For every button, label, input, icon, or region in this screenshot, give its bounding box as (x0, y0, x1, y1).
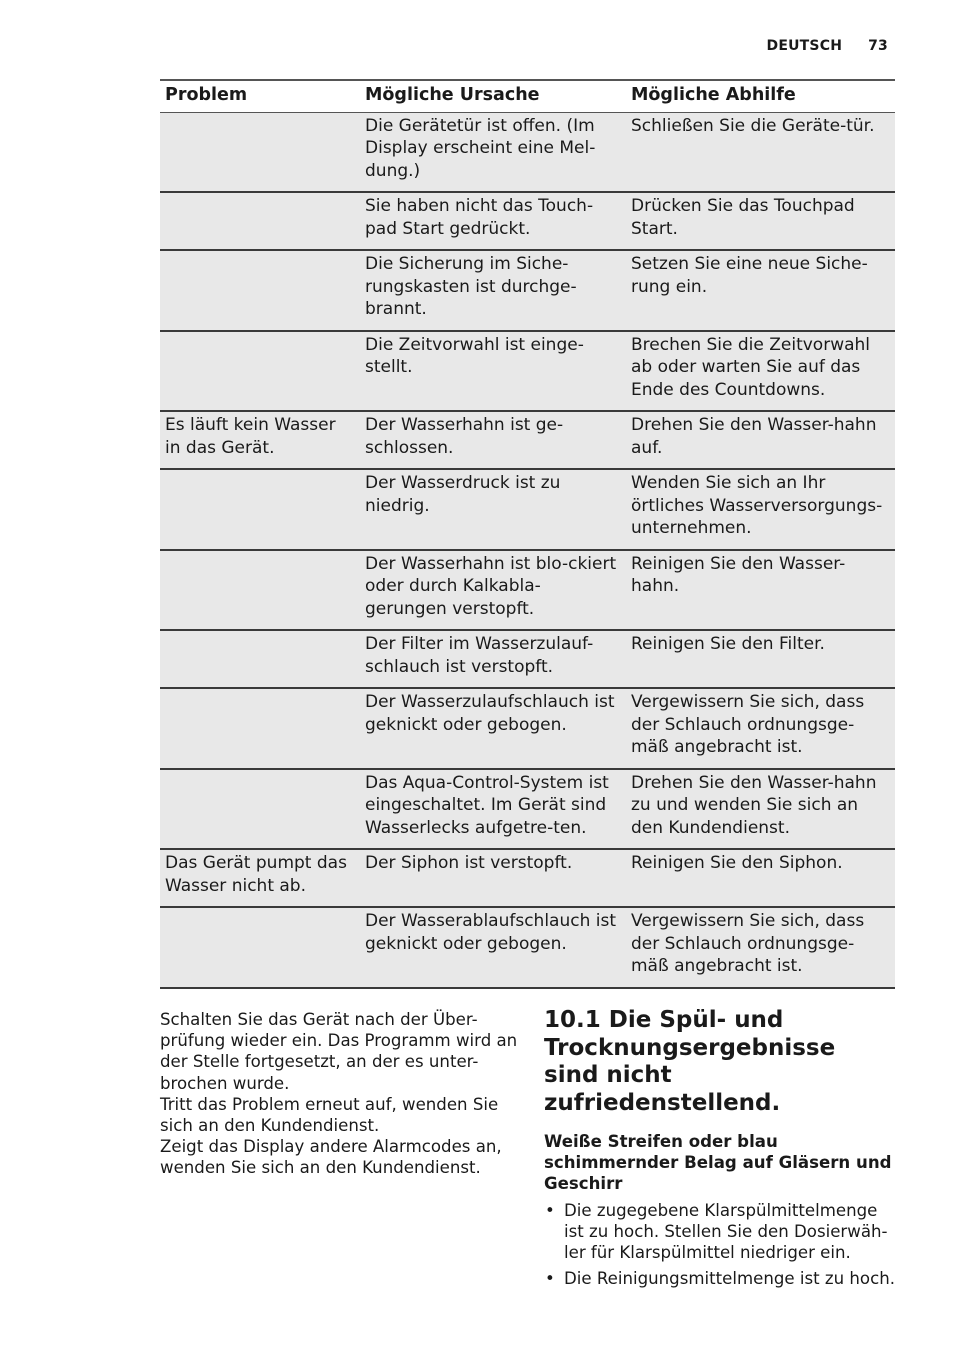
problem-cell (160, 469, 360, 550)
section-number: 10.1 (544, 1007, 601, 1033)
table-row (160, 688, 895, 769)
problem-cell (160, 192, 360, 250)
list-item-text: Die zugegebene Klarspülmittelmenge ist zu hoch. Stellen Sie den Dosierwäh-ler für Klarspülmittel niedriger ein. (564, 1201, 888, 1262)
section-heading (544, 1007, 896, 1117)
remedy-cell: Schließen Sie die Geräte-tür. (626, 112, 895, 192)
remedy-cell: Drehen Sie den Wasser-hahn zu und wenden Sie sich an den Kundendienst. (626, 769, 895, 850)
table-header-row (160, 80, 895, 112)
subheading: Weiße Streifen oder blau schimmernder Belag auf Gläsern und Geschirr (544, 1132, 892, 1193)
problem-cell: Es läuft kein Wasser in das Gerät. (160, 411, 360, 469)
table-row (160, 469, 895, 550)
paragraph: Zeigt das Display andere Alarmcodes an, wenden Sie sich an den Kundendienst. (160, 1137, 502, 1178)
page-header (767, 38, 888, 54)
remedy-cell: Vergewissern Sie sich, dass der Schlauch ordnungsge-mäß angebracht ist. (626, 688, 895, 769)
remedy-cell: Vergewissern Sie sich, dass der Schlauch ordnungsge-mäß angebracht ist. (626, 907, 895, 988)
column-header-problem: Problem (160, 80, 360, 112)
problem-cell: Das Gerät pumpt das Wasser nicht ab. (160, 849, 360, 907)
column-header-remedy: Mögliche Abhilfe (626, 80, 895, 112)
bullet-icon: • (545, 1201, 555, 1220)
paragraph: Tritt das Problem erneut auf, wenden Sie sich an den Kundendienst. (160, 1094, 499, 1136)
table-row (160, 192, 895, 250)
table-row (160, 907, 895, 988)
problem-cell (160, 688, 360, 769)
column-header-cause: Mögliche Ursache (360, 80, 626, 112)
bullet-icon: • (545, 1269, 555, 1288)
after-check-instructions (160, 1009, 520, 1179)
cause-cell: Die Sicherung im Siche-rungskasten ist durchge-brannt. (360, 250, 626, 331)
list-item-text: Die Reinigungsmittelmenge ist zu hoch. (564, 1269, 895, 1288)
remedy-cell: Reinigen Sie den Wasser-hahn. (626, 550, 895, 631)
table-row (160, 550, 895, 631)
remedy-cell: Drehen Sie den Wasser-hahn auf. (626, 411, 895, 469)
remedy-cell: Reinigen Sie den Siphon. (626, 849, 895, 907)
list-item (544, 1200, 896, 1263)
cause-cell: Die Gerätetür ist offen. (Im Display erscheint eine Mel-dung.) (360, 112, 626, 192)
cause-cell: Das Aqua-Control-System ist eingeschaltet. Im Gerät sind Wasserlecks aufgetre-ten. (360, 769, 626, 850)
table-row (160, 250, 895, 331)
problem-cell (160, 907, 360, 988)
problem-cell (160, 630, 360, 688)
page-number: 73 (868, 38, 888, 54)
table-row (160, 411, 895, 469)
problem-cell (160, 250, 360, 331)
problem-cell (160, 550, 360, 631)
cause-cell: Der Wasserhahn ist ge-schlossen. (360, 411, 626, 469)
remedy-cell: Brechen Sie die Zeitvorwahl ab oder warten Sie auf das Ende des Countdowns. (626, 331, 895, 412)
problem-cell (160, 331, 360, 412)
table-row (160, 769, 895, 850)
table-row (160, 630, 895, 688)
paragraph: Schalten Sie das Gerät nach der Über-prüfung wieder ein. Das Programm wird an der Stelle fortgesetzt, an der es unter-brochen wurde. (160, 1010, 518, 1093)
table-row (160, 849, 895, 907)
table-row (160, 112, 895, 192)
problem-cell (160, 769, 360, 850)
remedy-cell: Drücken Sie das Touchpad Start. (626, 192, 895, 250)
list-item (544, 1268, 896, 1289)
remedy-cell: Setzen Sie eine neue Siche-rung ein. (626, 250, 895, 331)
cause-cell: Der Wasserablaufschlauch ist geknickt oder gebogen. (360, 907, 626, 988)
table-row (160, 331, 895, 412)
cause-cell: Der Siphon ist verstopft. (360, 849, 626, 907)
troubleshooting-table (160, 79, 895, 989)
cause-cell: Der Wasserzulaufschlauch ist geknickt oder gebogen. (360, 688, 626, 769)
cause-cell: Der Wasserdruck ist zu niedrig. (360, 469, 626, 550)
cause-cell: Die Zeitvorwahl ist einge-stellt. (360, 331, 626, 412)
language-label: DEUTSCH (766, 38, 843, 54)
problem-cell (160, 112, 360, 192)
cause-cell: Sie haben nicht das Touch-pad Start gedrückt. (360, 192, 626, 250)
remedy-cell: Wenden Sie sich an Ihr örtliches Wasserversorgungs-unternehmen. (626, 469, 895, 550)
section-title-text: Die Spül- und Trocknungsergebnisse sind nicht zufriedenstellend. (544, 1007, 836, 1116)
remedy-cell: Reinigen Sie den Filter. (626, 630, 895, 688)
cause-cell: Der Wasserhahn ist blo-ckiert oder durch Kalkabla-gerungen verstopft. (360, 550, 626, 631)
section-10-1 (544, 1007, 896, 1294)
cause-cell: Der Filter im Wasserzulauf-schlauch ist verstopft. (360, 630, 626, 688)
cause-list (544, 1200, 896, 1289)
